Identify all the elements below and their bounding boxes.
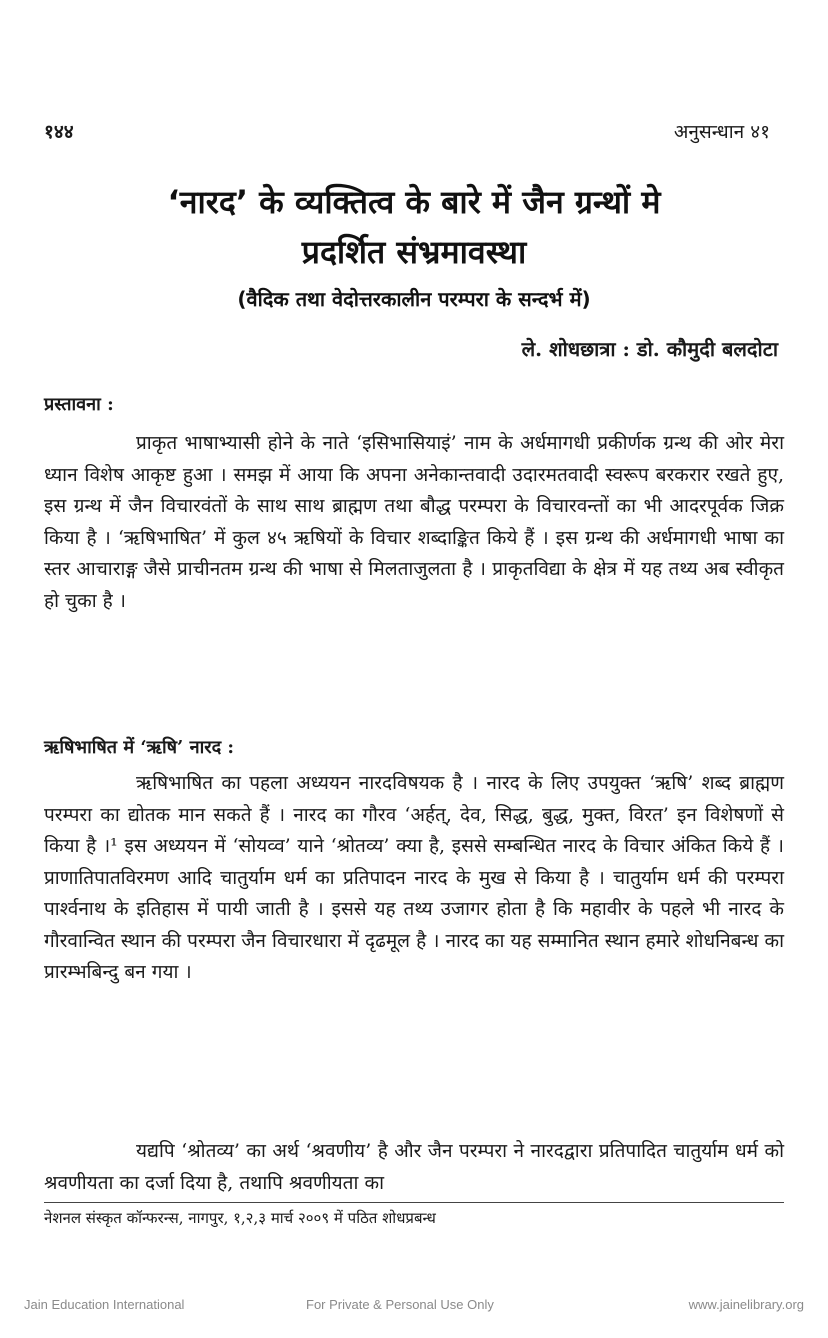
footer-usage-note: For Private & Personal Use Only bbox=[306, 1297, 494, 1312]
footer-website-link[interactable]: www.jainelibrary.org bbox=[688, 1297, 804, 1312]
page-number: १४४ bbox=[44, 121, 74, 143]
footnote: नेशनल संस्कृत कॉन्फरन्स, नागपुर, १,२,३ मार्च २००९ में पठित शोधप्रबन्ध bbox=[44, 1209, 436, 1227]
paragraph-introduction: प्राकृत भाषाभ्यासी होने के नाते ‘इसिभासियाइं’ नाम के अर्धमागधी प्रकीर्णक ग्रन्थ की ओर मेरा ध्यान विशेष आकृष्ट हुआ । समझ में आया कि अपना अनेकान्तवादी उदारमतवादी स्वरूप बरकरार रखते हुए, इस ग्रन्थ में जैन विचारवंतों के साथ साथ ब्राह्मण तथा बौद्ध परम्परा के विचारवन्तों का भी आदरपूर्वक जिक्र किया है । ‘ऋषिभाषित’ में कुल ४५ ऋषियों के विचार शब्दाङ्कित किये हैं । इस ग्रन्थ की अर्धमागधी भाषा का स्तर आचाराङ्ग जैसे प्राचीनतम ग्रन्थ की भाषा से मिलताजुलता है । प्राकृतविद्या के क्षेत्र में यह तथ्य अब स्वीकृत हो चुका है । bbox=[44, 432, 784, 612]
footnote-divider bbox=[44, 1202, 784, 1203]
footer-publisher: Jain Education International bbox=[24, 1297, 185, 1312]
section-heading-introduction: प्रस्तावना : bbox=[44, 394, 114, 415]
author-line: ले. शोधछात्रा : डो. कौमुदी बलदोटा bbox=[521, 337, 778, 361]
article-title-line2: प्रदर्शित संभ्रमावस्था bbox=[301, 233, 527, 271]
article-subtitle: (वैदिक तथा वेदोत्तरकालीन परम्परा के सन्दर्भ में) bbox=[237, 287, 591, 311]
paragraph-narada-2: यद्यपि ‘श्रोतव्य’ का अर्थ ‘श्रवणीय’ है और जैन परम्परा ने नारदद्वारा प्रतिपादित चातुर्याम धर्म को श्रवणीयता का दर्जा दिया है, तथापि श्रवणीयता का bbox=[44, 1140, 784, 1194]
section-heading-narada: ऋषिभाषित में ‘ऋषि’ नारद : bbox=[44, 737, 235, 758]
journal-running-header: अनुसन्धान ४१ bbox=[673, 121, 770, 143]
article-title-line1: ‘नारद’ के व्यक्तित्व के बारे में जैन ग्रन्थों मे bbox=[167, 183, 661, 221]
paragraph-narada-1: ऋषिभाषित का पहला अध्ययन नारदविषयक है । नारद के लिए उपयुक्त ‘ऋषि’ शब्द ब्राह्मण परम्परा का द्योतक मान सकते हैं । नारद का गौरव ‘अर्हत्, देव, सिद्ध, बुद्ध, मुक्त, विरत’ इन विशेषणों से किया है ।¹ इस अध्ययन में ‘सोयव्व’ याने ‘श्रोतव्य’ क्या है, इससे सम्बन्धित नारद के विचार अंकित किये हैं । प्राणातिपातविरमण आदि चातुर्याम धर्म का प्रतिपादन नारद के मुख से किया है । चातुर्याम धर्म की परम्परा पार्श्वनाथ के इतिहास में पायी जाती है । इससे यह तथ्य उजागर होता है कि महावीर के पहले भी नारद के गौरवान्वित स्थान की परम्परा जैन विचारधारा में दृढमूल है । नारद का यह सम्मानित स्थान हमारे शोधनिबन्ध का प्रारम्भबिन्दु बन गया । bbox=[44, 772, 784, 983]
